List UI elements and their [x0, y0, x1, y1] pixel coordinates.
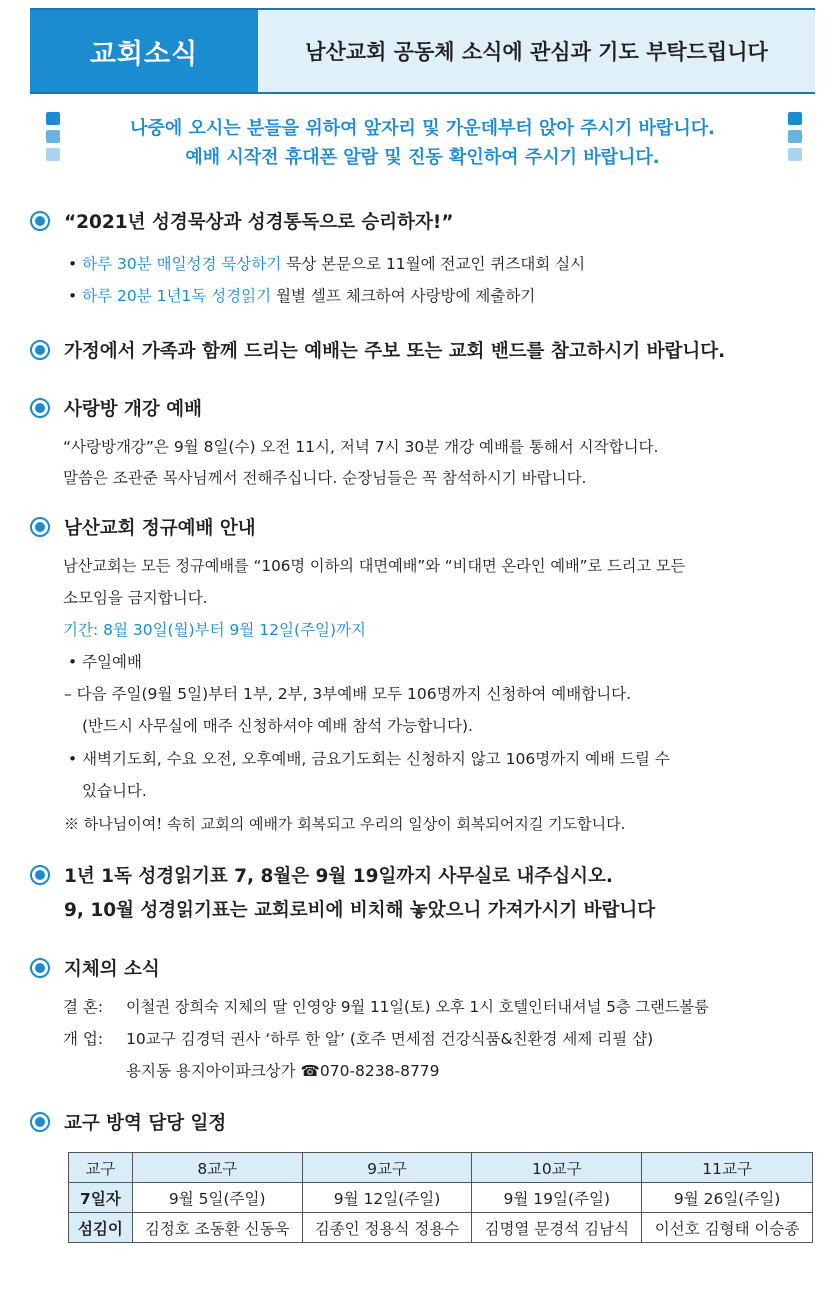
section-schedule [30, 1109, 820, 1139]
header-subtitle-box [258, 10, 815, 92]
reading-line-1: 1년 1독 성경읽기표 7, 8월은 9월 19일까지 사무실로 내주십시오. [64, 866, 613, 887]
bible-item-highlight: 하루 20분 1년1독 성경읽기 [82, 287, 272, 305]
opening-text: 10교구 김경덕 권사 ‘하루 한 알’ (호주 면세점 건강식품&친환경 세제 리필 샵) [126, 1030, 654, 1048]
table-header-cell: 10교구 [472, 1153, 642, 1183]
opening-address: 용지동 용지아이파크상가 ☎070-8238-8779 [126, 1062, 440, 1080]
table-cell: 이선호 김형태 이승종 [642, 1213, 813, 1243]
section-family-worship [30, 337, 820, 367]
section-title: 사랑방 개강 예배 [64, 399, 202, 420]
table-row-label: 7일자 [69, 1183, 133, 1213]
worship-prayer: ※ 하나님이여! 속히 교회의 예배가 회복되고 우리의 일상이 회복되어지길 기도합니다. [64, 815, 626, 833]
sarangbang-line-1: “사랑방개강”은 9월 8일(수) 오전 11시, 저녁 7시 30분 개강 예배를 통해서 시작합니다. [63, 438, 659, 456]
page-subtitle: 남산교회 공동체 소식에 관심과 기도 부탁드립니다 [305, 40, 768, 64]
sarangbang-line-2: 말씀은 조관준 목사님께서 전해주십니다. 순장님들은 꼭 참석하시기 바랍니다. [63, 469, 587, 487]
worship-sunday-detail: – 다음 주일(9월 5일)부터 1부, 2부, 3부예배 모두 106명까지 신청하여 예배합니다. [64, 685, 632, 703]
bible-item-2: • 하루 20분 1년1독 성경읽기 월별 셀프 체크하여 사랑방에 제출하기 [68, 287, 536, 305]
circle-bullet-icon [30, 958, 50, 978]
section-worship-guide [30, 514, 820, 844]
circle-bullet-icon [30, 517, 50, 537]
table-header-cell: 8교구 [132, 1153, 302, 1183]
section-bible-reading [30, 862, 820, 928]
section-sarangbang [30, 395, 820, 495]
worship-line-1: 남산교회는 모든 정규예배를 “106명 이하의 대면예배”와 “비대면 온라인 예배”로 드리고 모든 [63, 557, 686, 575]
square-icon [788, 148, 802, 161]
circle-bullet-icon [30, 340, 50, 360]
circle-bullet-icon [30, 211, 50, 231]
bible-item-highlight: 하루 30분 매일성경 묵상하기 [82, 255, 282, 273]
table-header-cell: 교구 [69, 1153, 133, 1183]
notice-box [30, 108, 815, 172]
worship-other-1: • 새벽기도회, 수요 오전, 오후예배, 금요기도회는 신청하지 않고 106명까지 예배 드릴 수 [68, 750, 670, 768]
section-bible [30, 208, 820, 318]
circle-bullet-icon [30, 1112, 50, 1132]
section-title: 지체의 소식 [64, 959, 160, 980]
section-title: 남산교회 정규예배 안내 [64, 518, 256, 539]
worship-sunday-note: (반드시 사무실에 매주 신청하셔야 예배 참석 가능합니다). [82, 717, 473, 735]
news-header [30, 8, 815, 94]
table-row [69, 1183, 813, 1213]
table-header-row [69, 1153, 813, 1183]
square-icon [788, 130, 802, 143]
notice-text [30, 114, 815, 172]
circle-bullet-icon [30, 865, 50, 885]
table-cell: 9월 5일(주일) [132, 1183, 302, 1213]
table-row-label: 섬김이 [69, 1213, 133, 1243]
worship-sunday: • 주일예배 [68, 653, 142, 671]
table-cell: 김종인 정용식 정용수 [302, 1213, 472, 1243]
notice-line-1: 나중에 오시는 분들을 위하여 앞자리 및 가운데부터 앉아 주시기 바랍니다. [130, 118, 715, 139]
bible-item-1: • 하루 30분 매일성경 묵상하기 묵상 본문으로 11월에 전교인 퀴즈대회 실시 [68, 255, 586, 273]
worship-line-2: 소모임을 금지합니다. [63, 589, 208, 607]
square-icon [788, 112, 802, 125]
table-cell: 9월 12일(주일) [302, 1183, 472, 1213]
table-header-cell: 11교구 [642, 1153, 813, 1183]
notice-line-2: 예배 시작전 휴대폰 알람 및 진동 확인하여 주시기 바랍니다. [185, 147, 660, 168]
right-square-icons [788, 112, 802, 166]
table-cell: 9월 19일(주일) [472, 1183, 642, 1213]
section-title: 교구 방역 담당 일정 [64, 1113, 227, 1134]
header-title-box [30, 10, 258, 92]
page-title: 교회소식 [89, 38, 199, 70]
section-member-news [30, 955, 820, 1085]
worship-other-2: 있습니다. [82, 782, 147, 800]
table-cell: 김정호 조동환 신동욱 [132, 1213, 302, 1243]
section-title: “2021년 성경묵상과 성경통독으로 승리하자!” [64, 212, 454, 233]
section-title: 가정에서 가족과 함께 드리는 예배는 주보 또는 교회 밴드를 참고하시기 바랍니다. [64, 341, 726, 362]
circle-bullet-icon [30, 398, 50, 418]
schedule-table [68, 1152, 813, 1243]
reading-line-2: 9, 10월 성경읽기표는 교회로비에 비치해 놓았으니 가져가시기 바랍니다 [64, 900, 656, 921]
wedding-label: 결 혼: [63, 998, 104, 1016]
table-row [69, 1213, 813, 1243]
table-header-cell: 9교구 [302, 1153, 472, 1183]
worship-period: 기간: 8월 30일(월)부터 9월 12일(주일)까지 [63, 621, 366, 639]
wedding-text: 이철권 장희숙 지체의 딸 인영양 9월 11일(토) 오후 1시 호텔인터내셔널 5층 그랜드볼룸 [126, 998, 709, 1016]
opening-label: 개 업: [63, 1030, 104, 1048]
table-cell: 김명열 문경석 김남식 [472, 1213, 642, 1243]
table-cell: 9월 26일(주일) [642, 1183, 813, 1213]
